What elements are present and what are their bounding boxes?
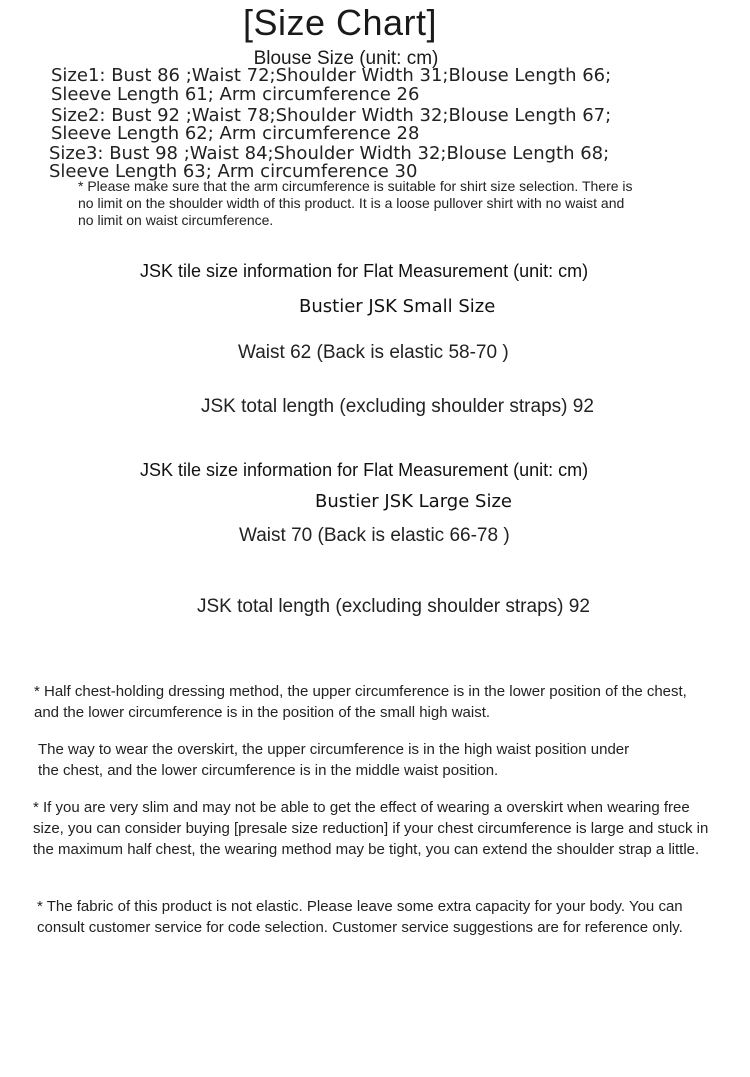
size1-line2: Sleeve Length 61; Arm circumference 26: [51, 84, 420, 105]
note-chest-holding: * Half chest-holding dressing method, the upper circumference is in the lower position of the chest, and the lower circumference is in the position of the small high waist.: [34, 683, 687, 721]
blouse-note: * Please make sure that the arm circumference is suitable for shirt size selection. There is no limit on the shoulder width of this product. It is a loose pullover shirt with no waist and no limit on waist circumference.: [78, 178, 633, 228]
jsk-small-heading: JSK tile size information for Flat Measurement (unit: cm): [140, 261, 589, 281]
jsk-large-heading: JSK tile size information for Flat Measurement (unit: cm): [140, 460, 589, 480]
note-slim: * If you are very slim and may not be able to get the effect of wearing a overskirt when wearing free size, you can consider buying [presale size reduction] if your chest circumference is large and stuck in the maximum half chest, the wearing method may be tight, you can extend the shoulder strap a little.: [33, 799, 709, 858]
note-overskirt: The way to wear the overskirt, the upper circumference is in the high waist position under the chest, and the lower circumference is in the middle waist position.: [38, 741, 630, 779]
jsk-small-waist: Waist 62 (Back is elastic 58-70 ): [238, 342, 509, 363]
size2-line2: Sleeve Length 62; Arm circumference 28: [51, 123, 420, 144]
size3-line2: Sleeve Length 63; Arm circumference 30: [49, 161, 418, 182]
jsk-large-length: JSK total length (excluding shoulder straps) 92: [197, 596, 590, 617]
page-title: [Size Chart]: [242, 2, 438, 43]
blouse-heading: Blouse Size (unit: cm): [253, 48, 439, 69]
jsk-large-size-title: Bustier JSK Large Size: [315, 491, 512, 512]
size3-line1: Size3: Bust 98 ;Waist 84;Shoulder Width 32;Blouse Length 68;: [49, 143, 610, 164]
note-fabric: * The fabric of this product is not elastic. Please leave some extra capacity for your body. You can consult customer service for code selection. Customer service suggestions are for reference only.: [37, 898, 683, 936]
jsk-large-waist: Waist 70 (Back is elastic 66-78 ): [239, 525, 510, 546]
size2-line1: Size2: Bust 92 ;Waist 78;Shoulder Width 32;Blouse Length 67;: [51, 105, 612, 126]
size1-line1: Size1: Bust 86 ;Waist 72;Shoulder Width 31;Blouse Length 66;: [51, 65, 612, 86]
jsk-small-size-title: Bustier JSK Small Size: [299, 296, 496, 317]
jsk-small-length: JSK total length (excluding shoulder straps) 92: [201, 396, 594, 417]
